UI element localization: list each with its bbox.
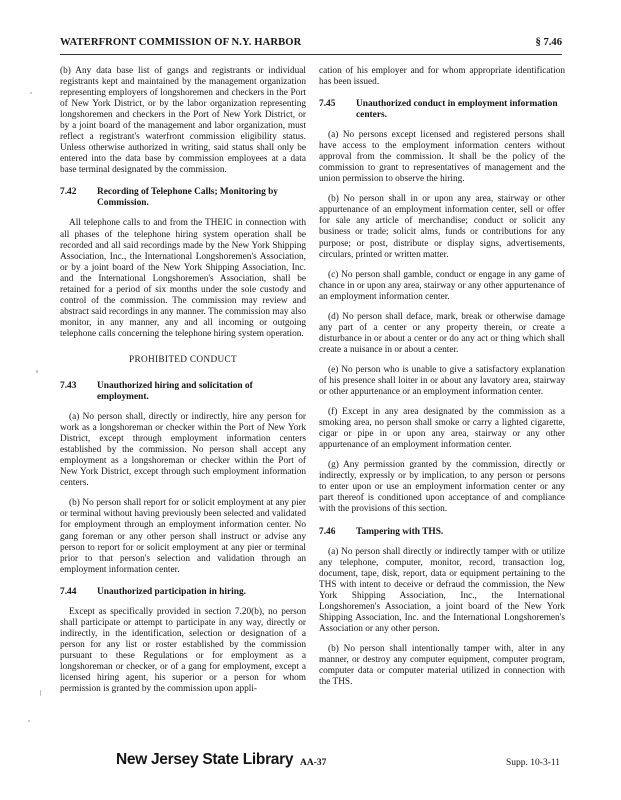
scan-speck (36, 370, 38, 373)
section-title: Tampering with THS. (356, 526, 444, 537)
section-heading-7-44 (60, 587, 306, 598)
section-heading-7-42 (60, 187, 306, 209)
part-heading-prohibited-conduct: PROHIBITED CONDUCT (129, 354, 237, 365)
paragraph-7-45-e: (e) No person who is unable to give a satisfactory explanation of his presence shall loiter in or about any lavatory area, stairway or other appurtenance or an employment information center. (319, 364, 565, 398)
scan-speck (30, 92, 32, 94)
paragraph-7-43-b: (b) No person shall report for or solicit employment at any pier or terminal without having previously been selected and validated for employment through an employment information center. No gang foreman or any other person shall instruct or advise any person to report for or solicit employment at any pier or terminal prior to that person's selection and validation through an employment information center. (60, 498, 306, 575)
section-heading-7-43 (60, 381, 306, 403)
paragraph-7-46-a: (a) No person shall directly or indirectly tamper with or utilize any telephone, computer, monitor, record, transaction log, document, tape, disk, report, data or equipment pertaining to the THS with intent to deceive or defraud the commission, the New York Shipping Association, Inc., the International Longshoremen's Association, a joint board of the New York Shipping Association, Inc. and the International Longshoremen's Association or any other person. (319, 546, 565, 634)
section-number: 7.42 (60, 187, 77, 198)
library-stamp: New Jersey State Library (116, 751, 294, 768)
paragraph-7-45-b: (b) No person shall in or upon any area, stairway or other appurtenance of an employment information center, sell or offer for sale any article of merchandise; conduct or solicit any business or trade; solicit alms, funds or contributions for any purpose; or post, distribute or display signs, advertisements, circulars, printed or written matter. (319, 194, 565, 260)
section-title: Recording of Telephone Calls; Monitoring by Commission. (97, 187, 278, 209)
section-title: Unauthorized participation in hiring. (97, 586, 246, 597)
paragraph-7-44-continued: cation of his employer and for whom appropriate identification has been issued. (319, 66, 565, 88)
paragraph-7-41-b: (b) Any data base list of gangs and registrants or individual registrants kept and maintained by the management organization representing employers of longshoremen and checkers in the Port of New York District, or by the labor organization representing longshoremen and checkers in the Port of New York District, or by a joint board of the management and labor organization, must reflect a registrant's waterfront commission eligibility status. Unless otherwise authorized in writing, said status shall only be entered into the data base by commission employees at a data base terminal designated by the commission. (60, 66, 306, 176)
running-header (60, 37, 562, 53)
scan-speck (40, 690, 41, 696)
left-column (60, 66, 306, 704)
supplement-date: Supp. 10-3-11 (506, 758, 561, 768)
header-section-number: § 7.46 (535, 37, 562, 48)
paragraph-7-46-b: (b) No person shall intentionally tamper with, alter in any manner, or destroy any computer equipment, computer program, computer data or computer material utilized in connection with the THS. (319, 643, 565, 688)
section-title: Unauthorized conduct in employment information centers. (356, 99, 558, 121)
paragraph-7-44: Except as specifically provided in section 7.20(b), no person shall participate or attempt to participate in any way, directly or indirectly, in the identification, selection or designation of a person for any list or roster established by the commission pursuant to these Regulations or for employment as a longshoreman or checker, or of a gang for employment, except a licensed hiring agent, his superior or a person for whom permission is granted by the commission upon appli- (60, 606, 306, 695)
paragraph-7-43-a: (a) No person shall, directly or indirectly, hire any person for work as a longshoreman or checker within the Port of New York District, except through employment information centers established by the commission. No person shall accept any employment as a longshoreman or checker within the Port of New York District, except through such employment information centers. (60, 412, 306, 489)
page-number: AA-37 (300, 758, 327, 768)
paragraph-7-42: All telephone calls to and from the THEIC in connection with all phases of the telephone hiring system operation shall be recorded and all said recordings made by the New York Shipping Association, Inc., the International Longshoremen's Association, or by a joint board of the New York Shipping Association, Inc. and the International Longshoremen's Association, shall be retained for a period of six months under the sole custody and control of the commission. The commission may review and abstract said recordings in any manner. The commission may also monitor, in any manner, any and all incoming or outgoing telephone calls concerning the telephone hiring system operation. (60, 218, 306, 339)
header-title: WATERFRONT COMMISSION OF N.Y. HARBOR (60, 37, 302, 48)
paragraph-7-45-f: (f) Except in any area designated by the commission as a smoking area, no person shall smoke or carry a lighted cigarette, cigar or pipe in or upon any area, stairway or any other appurtenance of an employment information center. (319, 407, 565, 451)
scan-speck (28, 720, 30, 722)
section-number: 7.45 (319, 99, 336, 110)
right-column (319, 66, 565, 697)
paragraph-7-45-d: (d) No person shall deface, mark, break or otherwise damage any part of a center or any property therein, or create a disturbance in or about a center or do any act or thing which shall create a nuisance in or about a center. (319, 311, 565, 355)
paragraph-7-45-a: (a) No persons except licensed and registered persons shall have access to the employment information centers without approval from the commission. It shall be the policy of the commission to grant to representatives of management and the union permission to observe the hiring. (319, 130, 565, 185)
section-title: Unauthorized hiring and solicitation of employment. (97, 381, 253, 403)
paragraph-7-45-c: (c) No person shall gamble, conduct or engage in any game of chance in or upon any area, stairway or any other appurtenance of an employment information center. (319, 269, 565, 302)
section-heading-7-46 (319, 527, 565, 538)
section-number: 7.46 (319, 526, 336, 537)
header-rule (60, 54, 562, 55)
section-number: 7.43 (60, 381, 77, 392)
section-heading-7-45 (319, 99, 565, 121)
section-number: 7.44 (60, 586, 77, 597)
paragraph-7-45-g: (g) Any permission granted by the commission, directly or indirectly, expressly or by implication, to any person or persons to enter upon or use an employment information center or any part thereof is conditioned upon acceptance of and compliance with the provisions of this section. (319, 460, 565, 515)
